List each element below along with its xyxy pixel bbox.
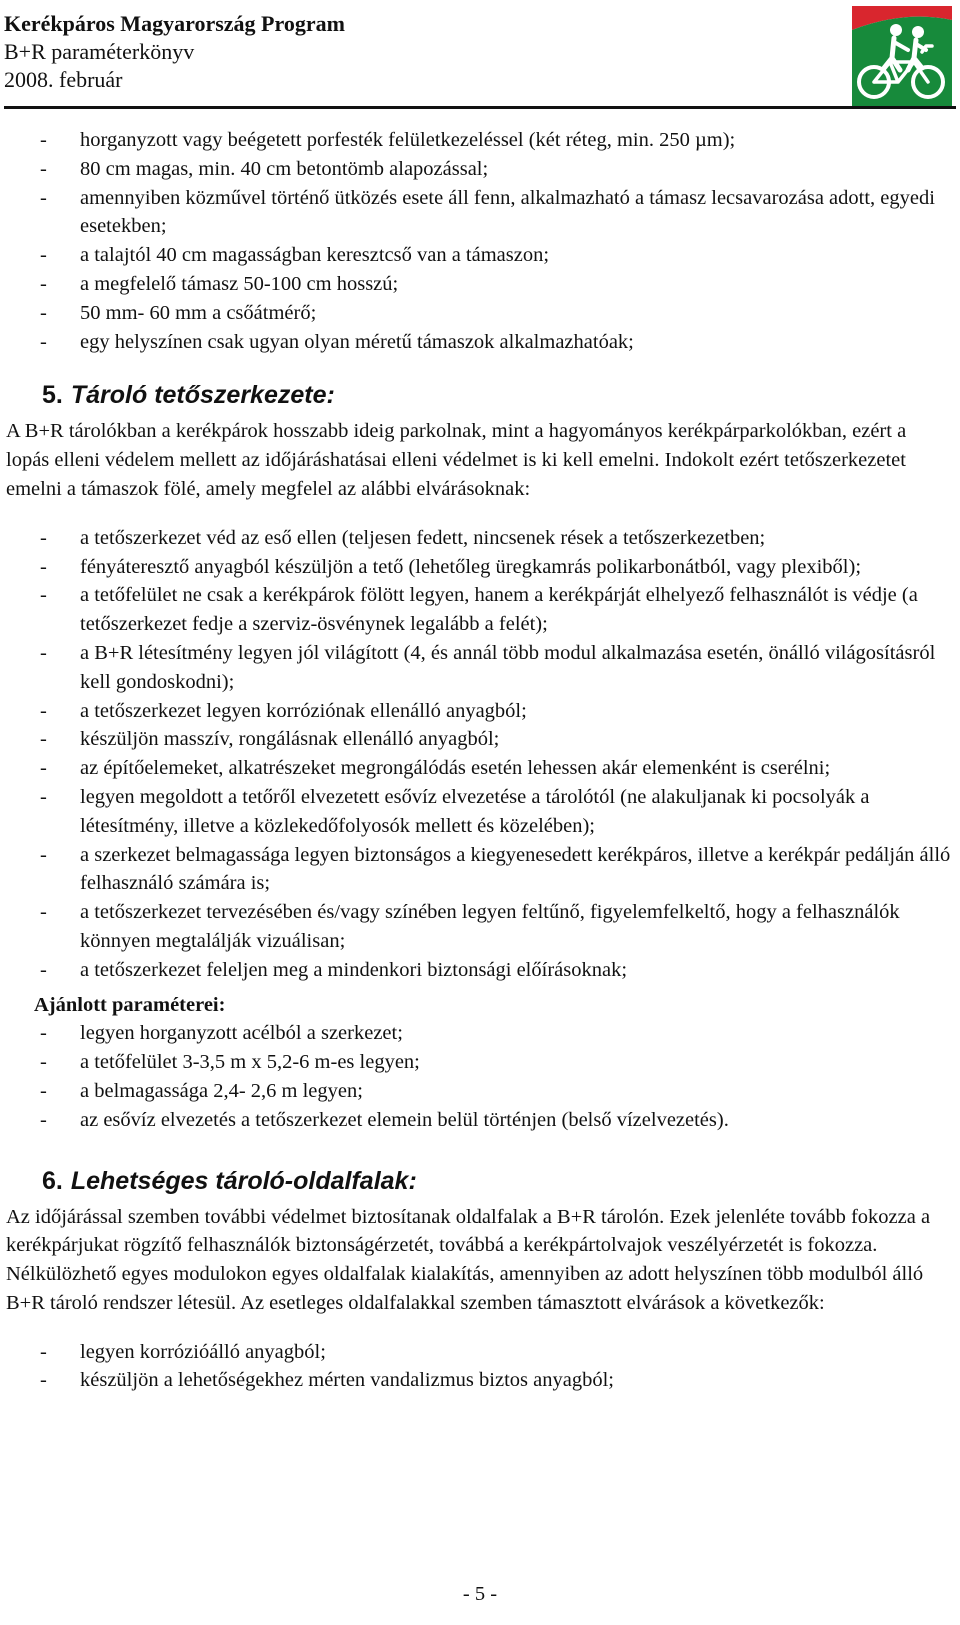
list-bullet: - <box>40 555 47 578</box>
recommended-parameters-list <box>6 1019 952 1134</box>
list-bullet: - <box>40 1340 47 1363</box>
list-item: - az esővíz elvezetés a tetőszerkezet elemein belül történjen (belső vízelvezetés). <box>6 1106 952 1135</box>
list-item: - legyen megoldott a tetőről elvezetett esővíz elvezetése a tárolótól (ne alakuljanak ki pocsolyák a létesítmény, illetve a közlekedőfolyosók mellett és közelében); <box>6 783 952 841</box>
list-item: - 80 cm magas, min. 40 cm betontömb alapozással; <box>6 155 952 184</box>
list-bullet: - <box>40 1108 47 1131</box>
list-item: - a B+R létesítmény legyen jól világított (4, és annál több modul alkalmazása esetén, önálló világosításról kell gondoskodni); <box>6 639 952 697</box>
list-item: - a tetőszerkezet tervezésében és/vagy színében legyen feltűnő, figyelemfelkeltő, hogy a felhasználók könnyen megtalálják vizuálisan; <box>6 898 952 956</box>
list-bullet: - <box>40 1051 47 1074</box>
list-bullet: - <box>40 1079 47 1102</box>
list-bullet: - <box>40 584 47 607</box>
list-bullet: - <box>40 186 47 209</box>
list-item: - a tetőszerkezet feleljen meg a mindenkori biztonsági előírásoknak; <box>6 956 952 985</box>
document-body <box>6 126 952 1395</box>
header-divider <box>4 106 956 109</box>
list-bullet: - <box>40 843 47 866</box>
list-item: - a szerkezet belmagassága legyen biztonságos a kiegyenesedett kerékpáros, illetve a kerékpár pedálján álló felhasználó számára is; <box>6 841 952 899</box>
list-item: - a tetőfelület 3-3,5 m x 5,2-6 m-es legyen; <box>6 1048 952 1077</box>
list-bullet: - <box>40 757 47 780</box>
list-item: - amennyiben közművel történő ütközés esete áll fenn, alkalmazható a támasz lecsavarozása adott, egyedi esetekben; <box>6 184 952 242</box>
list-bullet: - <box>40 244 47 267</box>
list-item: - a megfelelő támasz 50-100 cm hosszú; <box>6 270 952 299</box>
list-item: - egy helyszínen csak ugyan olyan méretű támaszok alkalmazhatóak; <box>6 328 952 357</box>
section-5-heading: 5. Tároló tetőszerkezete: <box>42 381 335 410</box>
sidewall-requirements-list <box>6 1338 952 1396</box>
list-bullet: - <box>40 157 47 180</box>
list-bullet: - <box>40 901 47 924</box>
tandem-bicycle-logo-icon <box>852 6 952 106</box>
page-header <box>4 6 956 110</box>
list-bullet: - <box>40 785 47 808</box>
list-bullet: - <box>40 728 47 751</box>
document-date: 2008. február <box>4 67 123 92</box>
list-bullet: - <box>40 1022 47 1045</box>
list-item: - készüljön a lehetőségekhez mérten vandalizmus biztos anyagból; <box>6 1366 952 1395</box>
list-bullet: - <box>40 330 47 353</box>
program-name: Kerékpáros Magyarország Program <box>4 11 345 36</box>
list-bullet: - <box>40 958 47 981</box>
list-item: - a tetőszerkezet véd az eső ellen (teljesen fedett, nincsenek rések a tetőszerkezetben; <box>6 524 952 553</box>
header-text <box>4 10 345 94</box>
list-item: - legyen horganyzott acélból a szerkezet; <box>6 1019 952 1048</box>
list-bullet: - <box>40 301 47 324</box>
list-bullet: - <box>40 129 47 151</box>
list-item: - fényáteresztő anyagból készüljön a tető (lehetőleg üregkamrás polikarbonátból, vagy plexiből); <box>6 553 952 582</box>
list-bullet: - <box>40 699 47 722</box>
list-item: - készüljön masszív, rongálásnak ellenálló anyagból; <box>6 725 952 754</box>
section-6-intro: Az időjárással szemben további védelmet biztosítanak oldalfalak a B+R tárolón. Ezek jelenléte tovább fokozza a kerékpárjukat rögzítő felhasználók biztonságérzetét, továbbá a kerékpártolvajok veszélyérzetét is fokozza. Nélkülözhető egyes modulokon egyes oldalfalak kialakítás, amennyiben az adott helyszínen több modulból álló B+R tároló rendszer létesül. Az esetleges oldalfalakkal szemben támasztott elvárások a következők: <box>6 1205 931 1314</box>
list-bullet: - <box>40 1369 47 1392</box>
list-item: - a tetőfelület ne csak a kerékpárok fölött legyen, hanem a kerékpárját elhelyező felhasználót is védje (a tetőszerkezet fedje a szerviz-ösvénynek legalább a felét); <box>6 581 952 639</box>
roof-requirements-list <box>6 524 952 985</box>
list-item: - az építőelemeket, alkatrészeket megrongálódás esetén lehessen akár elemenként is cserélni; <box>6 754 952 783</box>
list-bullet: - <box>40 641 47 664</box>
list-item: - a belmagassága 2,4- 2,6 m legyen; <box>6 1077 952 1106</box>
support-requirements-list <box>6 126 952 356</box>
section-5-intro: A B+R tárolókban a kerékpárok hosszabb ideig parkolnak, mint a hagyományos kerékpárparkolókban, ezért a lopás elleni védelem mellett az időjáráshatásai elleni védelmet is ki kell emelni. Indokolt ezért tetőszerkezetet emelni a támaszok fölé, amely megfelel az alábbi elvárásoknak: <box>6 420 907 500</box>
recommended-parameters-heading: Ajánlott paraméterei: <box>34 993 226 1016</box>
list-item: - legyen korrózióálló anyagból; <box>6 1338 952 1367</box>
list-item: - 50 mm- 60 mm a csőátmérő; <box>6 299 952 328</box>
list-bullet: - <box>40 526 47 549</box>
list-item: - a tetőszerkezet legyen korróziónak ellenálló anyagból; <box>6 697 952 726</box>
list-item: - horganyzott vagy beégetett porfesték felületkezeléssel (két réteg, min. 250 µm); <box>6 126 952 155</box>
list-item: - a talajtól 40 cm magasságban keresztcső van a támaszon; <box>6 241 952 270</box>
section-6-heading: 6. Lehetséges tároló-oldalfalak: <box>42 1166 417 1195</box>
page-number: - 5 - <box>462 1583 498 1605</box>
list-bullet: - <box>40 272 47 295</box>
document-subtitle: B+R paraméterkönyv <box>4 39 195 64</box>
